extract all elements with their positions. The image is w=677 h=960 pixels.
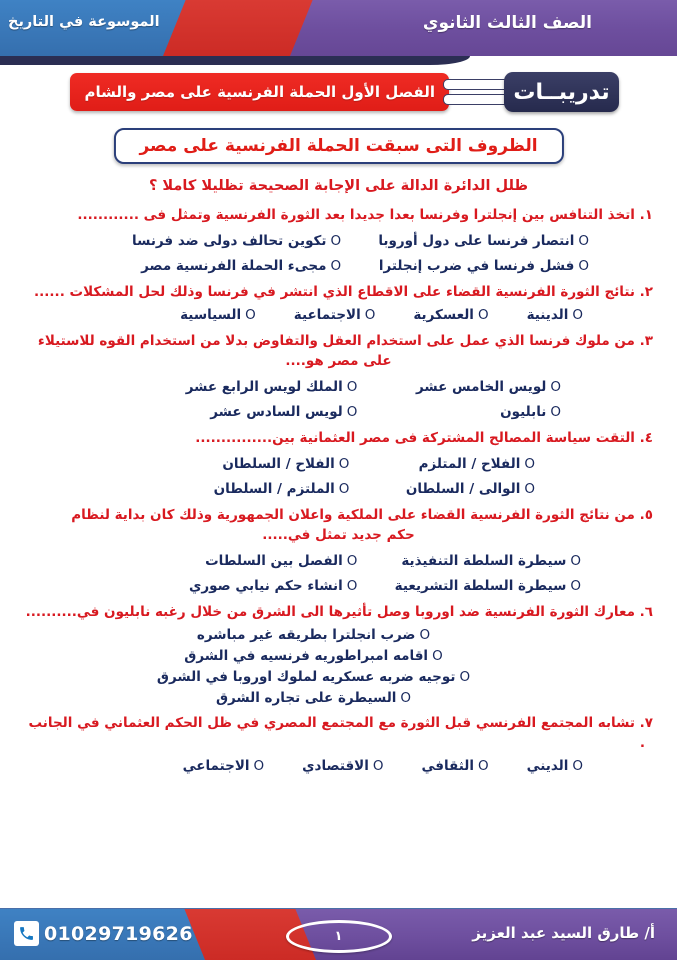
option-4-r0-right[interactable] — [401, 553, 581, 569]
options-group — [24, 374, 653, 424]
option-cell-left — [24, 548, 357, 573]
option-cell-right — [351, 253, 653, 278]
option-6-2[interactable] — [302, 756, 383, 778]
option-row — [24, 451, 653, 476]
question-text: ٦. معارك الثورة الفرنسية ضد اوروبا وصل تأثيرها الى الشرق من خلال رغبه نابليون في.......... — [25, 603, 653, 620]
option-row — [24, 399, 653, 424]
subtitle-box — [113, 128, 563, 164]
option-row — [24, 688, 653, 709]
option-cell-left — [24, 451, 357, 476]
question-text: ٢. نتائج الثورة الفرنسية القضاء على الاقطاع الذي انتشر في فرنسا وذلك لحل المشكلات ...... — [34, 283, 653, 300]
option-label: لويس السادس عشر — [210, 403, 343, 420]
option-bubble-icon[interactable]: O — [572, 758, 583, 775]
option-bubble-icon[interactable]: O — [400, 689, 412, 706]
option-5-2[interactable] — [157, 667, 470, 688]
option-bubble-icon[interactable]: O — [338, 480, 350, 497]
question-block — [24, 331, 653, 424]
option-bubble-icon[interactable]: O — [330, 233, 342, 250]
option-row — [24, 548, 653, 573]
option-row — [24, 374, 653, 399]
option-cell-right — [357, 451, 653, 476]
option-cell-right — [357, 548, 653, 573]
option-row — [24, 646, 653, 667]
exercises-badge — [504, 72, 619, 112]
option-cell-right — [357, 399, 653, 424]
question-text-continued: حكم جديد تمثل في..... — [262, 526, 415, 543]
option-1-0[interactable] — [527, 305, 583, 327]
option-label: لويس الخامس عشر — [415, 379, 547, 396]
question-block — [24, 282, 653, 327]
option-label: فشل فرنسا في ضرب إنجلترا — [378, 258, 575, 275]
option-bubble-icon[interactable]: O — [419, 626, 431, 643]
option-bubble-icon[interactable]: O — [372, 758, 384, 775]
option-1-3[interactable] — [180, 305, 256, 327]
option-label: الوالى / السلطان — [405, 480, 521, 497]
option-cell-left — [24, 399, 357, 424]
option-label: الفصل بين السلطات — [205, 553, 343, 570]
option-label: توجيه ضربه عسكريه لملوك اوروبا في الشرق — [156, 668, 456, 685]
option-label: الاقتصادي — [302, 758, 369, 775]
footer-top-line — [0, 908, 677, 909]
option-cell-right — [351, 228, 653, 253]
question-block — [24, 505, 653, 598]
option-label: العسكرية — [413, 307, 474, 324]
option-cell-left — [24, 476, 357, 501]
option-label: تكوين تحالف دولى ضد فرنسا — [132, 233, 327, 250]
option-bubble-icon[interactable]: O — [570, 577, 581, 594]
option-row — [24, 756, 653, 778]
option-bubble-icon[interactable]: O — [524, 480, 535, 497]
option-0-r1-right[interactable] — [379, 258, 589, 274]
option-bubble-icon[interactable]: O — [432, 647, 443, 664]
option-bubble-icon[interactable]: O — [477, 758, 489, 775]
page-header — [0, 0, 677, 56]
option-bubble-icon[interactable]: O — [364, 307, 376, 324]
phone-number-label: 01029719626 — [44, 922, 193, 945]
option-cell-left — [24, 374, 357, 399]
question-text: ٣. من ملوك فرنسا الذي عمل على استخدام العقل والتفاوض بدلا من استخدام القوه للاستيلاء — [37, 332, 653, 349]
option-4-r1-left[interactable] — [189, 578, 357, 594]
option-4-r1-right[interactable] — [395, 578, 581, 594]
question-block — [24, 713, 653, 778]
option-bubble-icon[interactable]: O — [459, 668, 471, 685]
option-2-r1-right[interactable] — [500, 404, 561, 420]
option-6-0[interactable] — [527, 756, 583, 778]
option-row — [24, 228, 653, 253]
option-bubble-icon[interactable]: O — [346, 553, 358, 570]
option-bubble-icon[interactable]: O — [572, 307, 583, 324]
option-2-r1-left[interactable] — [210, 404, 357, 420]
subtitle-label: الظروف التى سبقت الحملة الفرنسية على مصر — [139, 136, 538, 156]
option-1-1[interactable] — [413, 305, 488, 327]
option-label: مجىء الحملة الفرنسية مصر — [141, 258, 327, 275]
brand-label: الموسوعة في التاريخ — [8, 14, 160, 30]
option-label: الفلاح / المتلزم — [418, 456, 521, 473]
option-label: الاجتماعي — [182, 758, 250, 775]
option-label: الفلاح / السلطان — [222, 456, 335, 473]
option-3-r1-right[interactable] — [406, 481, 535, 497]
option-label: الملتزم / السلطان — [213, 480, 335, 497]
option-label: سيطرة السلطة التشريعية — [394, 577, 567, 594]
option-2-r0-left[interactable] — [186, 379, 358, 395]
question-block — [24, 428, 653, 501]
question-block — [24, 602, 653, 709]
header-underline-curve — [0, 56, 470, 65]
option-4-r0-left[interactable] — [205, 553, 357, 569]
page-number-oval — [286, 920, 392, 953]
option-label: اقامه امبراطوريه فرنسيه في الشرق — [184, 647, 429, 664]
option-row — [24, 476, 653, 501]
option-6-1[interactable] — [421, 756, 488, 778]
grade-label: الصف الثالث الثانوي — [422, 13, 592, 33]
question-text: ٤. التقت سياسة المصالح المشتركة فى مصر العثمانية بين............... — [195, 429, 653, 446]
option-bubble-icon[interactable]: O — [330, 258, 342, 275]
option-bubble-icon[interactable]: O — [570, 553, 581, 570]
option-label: الدينية — [526, 307, 569, 324]
option-bubble-icon[interactable]: O — [524, 456, 535, 473]
question-block — [24, 205, 653, 278]
option-cell-right — [357, 573, 653, 598]
option-cell-right — [357, 374, 653, 399]
options-group — [24, 625, 653, 709]
options-group — [24, 451, 653, 501]
option-0-r0-left[interactable] — [132, 233, 341, 249]
option-row — [24, 305, 653, 327]
options-group — [24, 228, 653, 278]
option-5-1[interactable] — [184, 646, 442, 667]
title-strip — [0, 72, 677, 114]
questions-container — [24, 205, 653, 782]
page-number-label: ١ — [334, 929, 343, 944]
option-0-r0-right[interactable] — [378, 233, 589, 249]
option-label: انتصار فرنسا على دول أوروبا — [378, 233, 575, 250]
option-cell-left — [24, 573, 357, 598]
option-bubble-icon[interactable]: O — [346, 379, 358, 396]
options-group — [24, 756, 653, 778]
option-3-r0-left[interactable] — [222, 456, 349, 472]
question-text-continued: على مصر هو.... — [285, 352, 392, 369]
option-bubble-icon[interactable]: O — [477, 307, 489, 324]
option-bubble-icon[interactable]: O — [346, 577, 358, 594]
option-row — [24, 667, 653, 688]
option-cell-right — [357, 476, 653, 501]
option-cell-left — [24, 253, 351, 278]
option-label: ضرب انجلترا بطريقه غير مباشره — [196, 626, 416, 643]
contact-phone[interactable] — [14, 921, 193, 946]
chapter-label: الفصل الأول الحملة الفرنسية على مصر والشام — [84, 83, 435, 101]
option-bubble-icon[interactable]: O — [550, 379, 561, 396]
option-label: انشاء حكم نيابي صوري — [189, 577, 343, 594]
option-bubble-icon[interactable]: O — [338, 456, 350, 473]
option-bubble-icon[interactable]: O — [346, 403, 358, 420]
option-5-3[interactable] — [216, 688, 411, 709]
option-1-2[interactable] — [294, 305, 376, 327]
option-label: السيطرة على تجاره الشرق — [215, 689, 397, 706]
option-label: سيطرة السلطة التنفيذية — [401, 553, 567, 570]
option-label: السياسية — [180, 307, 242, 324]
option-cell-left — [24, 228, 351, 253]
question-text: ٥. من نتائج الثورة الفرنسية القضاء على الملكية واعلان الجمهورية وذلك كان بداية لنظام — [71, 506, 653, 523]
option-label: الديني — [526, 758, 569, 775]
option-row — [24, 253, 653, 278]
option-bubble-icon[interactable]: O — [550, 403, 561, 420]
option-5-0[interactable] — [197, 625, 430, 646]
question-text: ١. اتخذ التنافس بين إنجلترا وفرنسا بعدا جديدا بعد الثورة الفرنسية وتمثل فى ............ — [77, 207, 653, 223]
option-bubble-icon[interactable]: O — [578, 258, 589, 275]
options-group — [24, 548, 653, 598]
option-0-r1-left[interactable] — [141, 258, 341, 274]
page-footer — [0, 908, 677, 960]
author-label: أ/ طارق السيد عبد العزيز — [472, 924, 655, 942]
option-bubble-icon[interactable]: O — [253, 758, 265, 775]
option-bubble-icon[interactable]: O — [245, 307, 256, 324]
instruction-text: ظلل الدائرة الدالة على الإجابة الصحيحة تظليلا كاملا ؟ — [148, 178, 529, 194]
chapter-banner — [70, 73, 449, 111]
option-3-r0-right[interactable] — [419, 456, 535, 472]
option-bubble-icon[interactable]: O — [578, 233, 589, 250]
option-row — [24, 573, 653, 598]
option-2-r0-right[interactable] — [416, 379, 561, 395]
option-label: الملك لويس الرابع عشر — [185, 379, 343, 396]
option-3-r1-left[interactable] — [214, 481, 350, 497]
question-text: ٧. تشابه المجتمع الفرنسي قبل الثورة مع المجتمع المصري في ظل الحكم العثماني في الجانب . — [28, 714, 653, 751]
option-label: الاجتماعية — [293, 307, 361, 324]
option-6-3[interactable] — [183, 756, 265, 778]
option-row — [24, 625, 653, 646]
options-group — [24, 305, 653, 327]
option-label: نابليون — [500, 403, 547, 420]
option-label: الثقافي — [421, 758, 474, 775]
phone-icon — [14, 921, 39, 946]
exercises-badge-label: تدريبــات — [513, 79, 610, 105]
